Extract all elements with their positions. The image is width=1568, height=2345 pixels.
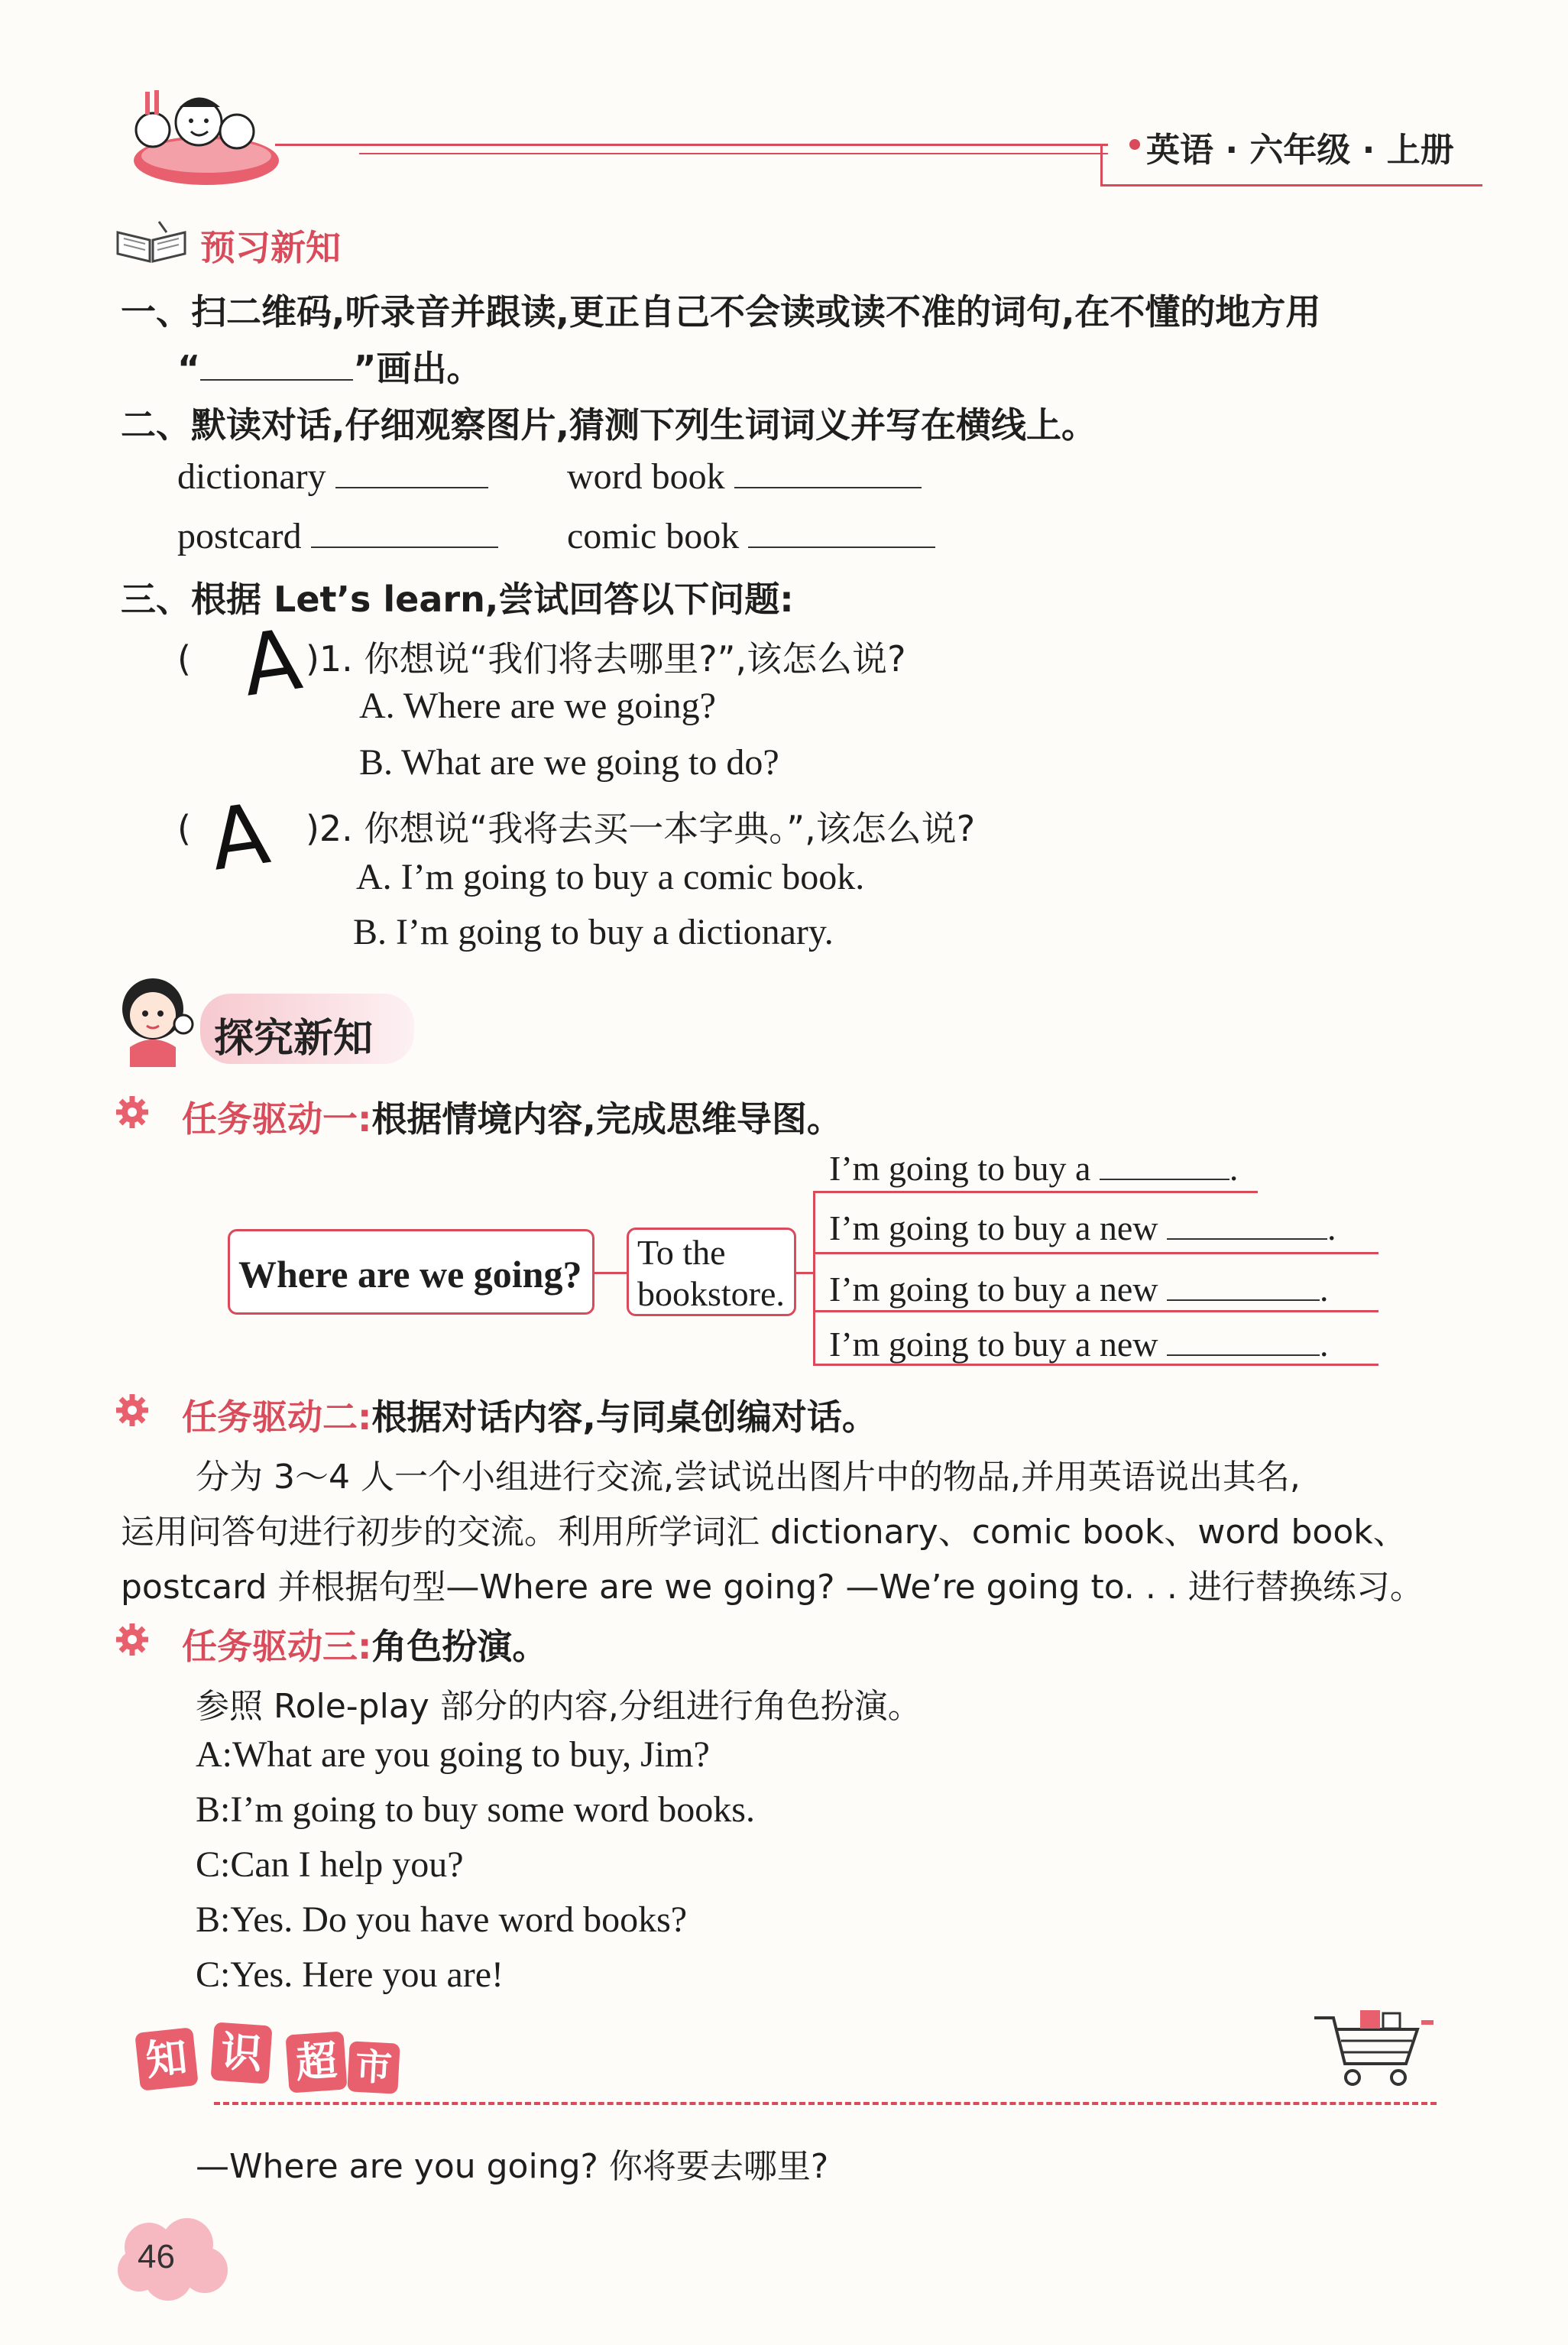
task-gear-icon [115,1095,150,1133]
quote-open: “ [177,348,201,389]
vocab-word: dictionary [177,456,326,497]
mindmap-branch-line [813,1252,1378,1254]
branch-blank[interactable] [1167,1354,1320,1356]
mindmap-branch [829,1324,1329,1364]
market-dashed-line [214,2102,1437,2105]
vocab-blank[interactable] [335,487,488,488]
header-rule-lower [1100,184,1482,186]
vocab-word: comic book [567,516,740,556]
task-gear-icon [115,1393,150,1431]
task2-line [182,1390,877,1440]
quote-close: ”画出。 [353,348,482,389]
paren-open: ( [177,808,191,849]
vocab-item [177,456,488,498]
cart-icon [1299,2003,1437,2094]
preview-q2-text: 二、默读对话,仔细观察图片,猜测下列生词词义并写在横线上。 [121,404,1097,446]
header-rule [275,144,1108,146]
vocab-word: word book [567,456,725,497]
dialogue-line: A:What are you going to buy, Jim? [196,1734,710,1775]
mindmap-branch [829,1148,1238,1189]
mindmap-root-text: Where are we going? [238,1253,582,1296]
header-dot-icon [1129,139,1140,150]
task2-para-line: postcard 并根据句型—Where are we going? —We’re going to. . . 进行替换练习。 [121,1568,1424,1607]
mindmap-connector [796,1272,815,1274]
vocab-blank[interactable] [748,547,935,548]
task3-label: 任务驱动三: [182,1626,372,1667]
preview-q1-text2 [177,341,481,391]
task1-text: 根据情境内容,完成思维导图。 [371,1098,842,1140]
mc-option-b: B. I’m going to buy a dictionary. [353,912,834,952]
market-sticker: 超 [285,2031,347,2093]
dialogue-line: B:I’m going to buy some word books. [196,1789,755,1830]
vocab-word: postcard [177,516,302,556]
task3-line [182,1619,547,1669]
branch-text: I’m going to buy a new [829,1208,1158,1247]
paren-open: ( [177,638,191,679]
task1-line [182,1091,842,1142]
task3-intro: 参照 Role-play 部分的内容,分组进行角色扮演。 [196,1687,922,1726]
market-line: —Where are you going? 你将要去哪里? [196,2147,829,2186]
branch-text: I’m going to buy a [829,1149,1091,1188]
header-rule-thin [359,153,1108,154]
vocab-item [567,515,935,557]
preview-q3-text: 三、根据 Let’s learn,尝试回答以下问题: [121,579,794,620]
preview-q1-text: 一、扫二维码,听录音并跟读,更正自己不会读或读不准的词句,在不懂的地方用 [121,291,1321,332]
branch-blank[interactable] [1167,1299,1320,1301]
task2-text: 根据对话内容,与同桌创编对话。 [371,1396,877,1438]
dialogue-line: C:Yes. Here you are! [196,1954,504,1995]
branch-end: . [1327,1208,1336,1247]
task2-para-line: 分为 3～4 人一个小组进行交流,尝试说出图片中的物品,并用英语说出其名, [196,1458,1301,1497]
mindmap-middle-line2: bookstore. [637,1274,785,1313]
task1-label: 任务驱动一: [182,1098,372,1140]
task3-text: 角色扮演。 [371,1626,548,1667]
task2-para-line: 运用问答句进行初步的交流。利用所学词汇 dictionary、comic book、word book、 [121,1513,1407,1552]
mindmap-branch [829,1269,1329,1309]
market-sticker: 识 [210,2022,272,2084]
mindmap-branch [829,1208,1336,1248]
branch-end: . [1229,1149,1239,1188]
branch-blank[interactable] [1100,1179,1229,1180]
task-gear-icon [115,1622,150,1660]
market-sticker: 知 [134,2027,199,2091]
mc-question-2 [177,801,975,851]
vocab-blank[interactable] [734,487,922,488]
mc-option-a: A. Where are we going? [359,686,716,726]
market-sticker: 市 [347,2041,400,2094]
mindmap-bracket [813,1191,815,1364]
handwritten-answer: A [236,610,307,715]
book-icon [113,219,190,264]
mindmap-middle-line1: To the [637,1233,726,1272]
underline-blank[interactable] [200,379,353,381]
mindmap-connector [594,1272,627,1274]
page-number: 46 [138,2238,175,2275]
mc-option-a: A. I’m going to buy a comic book. [356,857,865,897]
handwritten-answer: A [204,784,275,890]
header-illustration [107,76,283,191]
dialogue-line: C:Can I help you? [196,1844,464,1885]
dialogue-line: B:Yes. Do you have word books? [196,1899,688,1940]
section-preview-heading: 预习新知 [200,227,341,268]
branch-text: I’m going to buy a new [829,1325,1158,1364]
branch-blank[interactable] [1167,1238,1327,1240]
vocab-blank[interactable] [311,547,498,548]
header-rule-step [1100,144,1103,186]
mindmap-branch-line [813,1310,1378,1312]
mc-option-b: B. What are we going to do? [359,742,779,783]
girl-icon [115,971,199,1070]
branch-end: . [1320,1325,1329,1364]
vocab-item [567,456,922,498]
section-explore-heading: 探究新知 [214,1016,374,1062]
vocab-item [177,515,498,557]
branch-text: I’m going to buy a new [829,1270,1158,1309]
task2-label: 任务驱动二: [182,1396,372,1438]
mc-prompt: )1. 你想说“我们将去哪里?”,该怎么说? [305,638,906,679]
mc-prompt: )2. 你想说“我将去买一本字典。”,该怎么说? [305,808,976,849]
mindmap-branch-line [813,1191,1258,1193]
branch-end: . [1320,1270,1329,1309]
header-title: 英语 · 六年级 · 上册 [1146,131,1454,170]
